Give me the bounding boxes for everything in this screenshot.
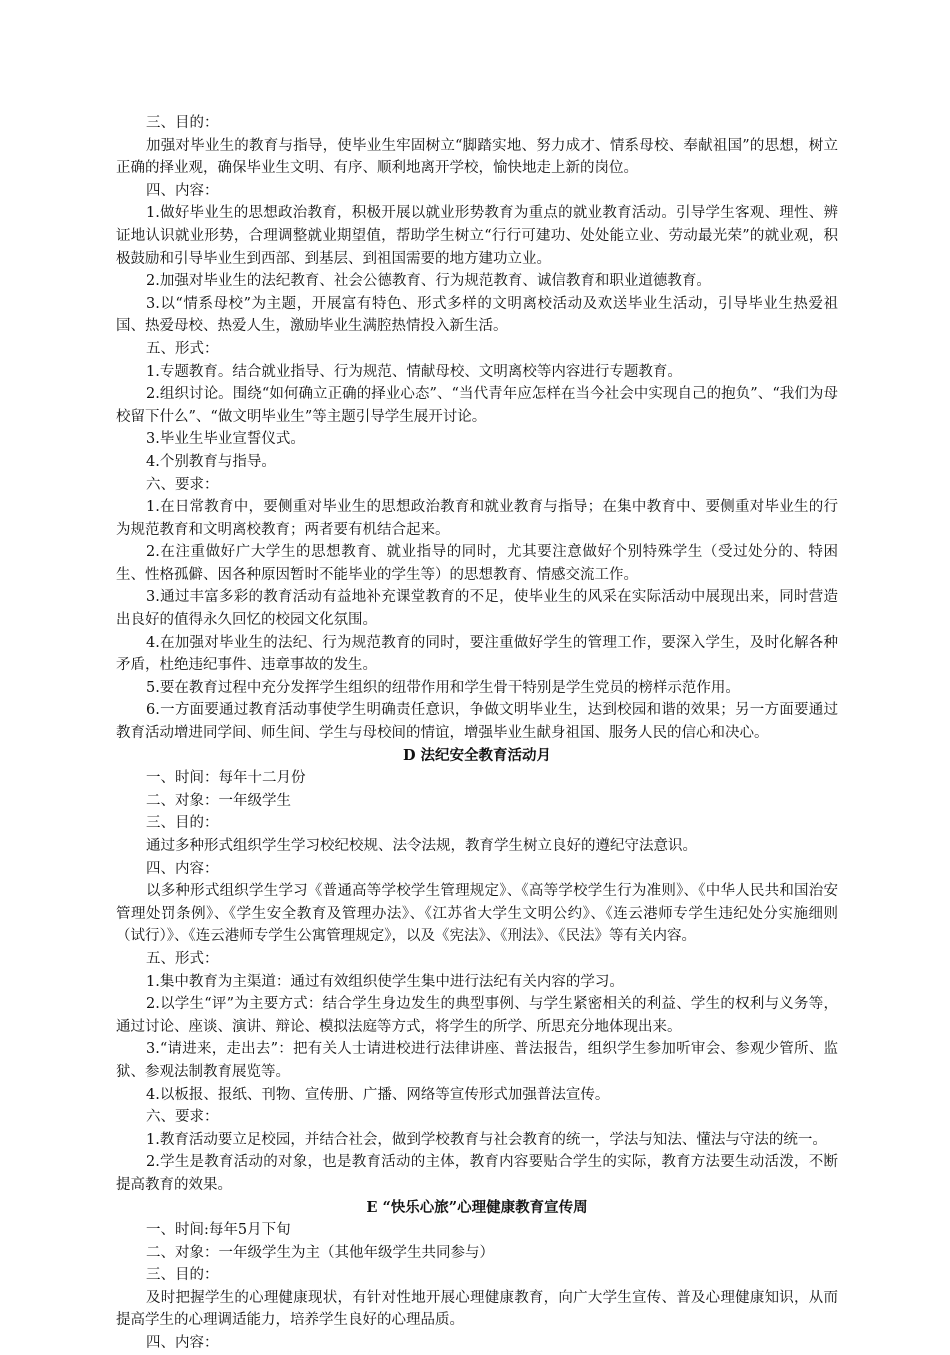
paragraph: 五、形式： bbox=[146, 950, 219, 967]
paragraph: 三、目的： bbox=[146, 1267, 219, 1284]
paragraph: 六、要求： bbox=[146, 1109, 219, 1126]
paragraph: 4.在加强对毕业生的法纪、行为规范教育的同时，要注重做好学生的管理工作，要深入学生，及时化解各种矛盾，杜绝违纪事件、违章事故的发生。 bbox=[116, 634, 838, 674]
paragraph: 以多种形式组织学生学习《普通高等学校学生管理规定》、《高等学校学生行为准则》、《中华人民共和国治安管理处罚条例》、《学生安全教育及管理办法》、《江苏省大学生文明公约》、《连云港师专学生违纪处分实施细则（试行）》、《连云港师专学生公寓管理规定》，以及《宪法》、《刑法》、《民法》等有关内容。 bbox=[116, 883, 838, 945]
paragraph: 4.个别教育与指导。 bbox=[146, 453, 276, 470]
section-heading: D 法纪安全教育活动月 bbox=[402, 746, 552, 764]
paragraph: 四、内容： bbox=[146, 860, 219, 877]
paragraph: 6.一方面要通过教育活动事使学生明确责任意识，争做文明毕业生，达到校园和谐的效果；另一方面要通过教育活动增进同学间、师生间、学生与母校间的情谊，增强毕业生献身祖国、服务人民的信心和决心。 bbox=[116, 702, 838, 742]
paragraph: 3.通过丰富多彩的教育活动有益地补充课堂教育的不足，使毕业生的风采在实际活动中展现出来，同时营造出良好的值得永久回忆的校园文化氛围。 bbox=[116, 589, 838, 629]
paragraph: 4.以板报、报纸、刊物、宣传册、广播、网络等宣传形式加强普法宣传。 bbox=[146, 1086, 610, 1103]
paragraph: 四、内容： bbox=[146, 1335, 219, 1352]
paragraph: 一、时间：每年十二月份 bbox=[146, 770, 306, 787]
paragraph: 3.毕业生毕业宣誓仪式。 bbox=[146, 431, 305, 448]
paragraph: 及时把握学生的心理健康现状，有针对性地开展心理健康教育，向广大学生宣传、普及心理健康知识，从而提高学生的心理调适能力，培养学生良好的心理品质。 bbox=[116, 1289, 838, 1329]
paragraph: 三、目的： bbox=[146, 815, 219, 832]
paragraph: 1.做好毕业生的思想政治教育，积极开展以就业形势教育为重点的就业教育活动。引导学生客观、理性、辨证地认识就业形势，合理调整就业期望值，帮助学生树立“行行可建功、处处能立业、劳动最光荣”的就业观，积极鼓励和引导毕业生到西部、到基层、到祖国需要的地方建功立业。 bbox=[116, 205, 838, 267]
paragraph: 三、目的： bbox=[146, 115, 219, 131]
paragraph: 1.教育活动要立足校园，并结合社会，做到学校教育与社会教育的统一，学法与知法、懂法与守法的统一。 bbox=[146, 1131, 827, 1148]
paragraph: 3.“请进来，走出去”：把有关人士请进校进行法律讲座、普法报告，组织学生参加听审会、参观少管所、监狱、参观法制教育展览等。 bbox=[116, 1041, 838, 1080]
paragraph: 六、要求： bbox=[146, 476, 219, 493]
section-heading: E “快乐心旅”心理健康教育宣传周 bbox=[366, 1198, 588, 1216]
paragraph: 2.在注重做好广大学生的思想教育、就业指导的同时，尤其要注意做好个别特殊学生（受过处分的、特困生、性格孤僻、因各种原因暂时不能毕业的学生等）的思想教育、情感交流工作。 bbox=[116, 544, 838, 583]
paragraph: 通过多种形式组织学生学习校纪校规、法令法规，教育学生树立良好的遵纪守法意识。 bbox=[146, 838, 697, 854]
paragraph: 二、对象：一年级学生为主（其他年级学生共同参与） bbox=[146, 1244, 494, 1261]
paragraph: 二、对象：一年级学生 bbox=[146, 792, 291, 809]
paragraph: 1.专题教育。结合就业指导、行为规范、情献母校、文明离校等内容进行专题教育。 bbox=[146, 363, 682, 380]
paragraph: 2.加强对毕业生的法纪教育、社会公德教育、行为规范教育、诚信教育和职业道德教育。 bbox=[146, 273, 711, 290]
paragraph: 2.组织讨论。围绕“如何确立正确的择业心态”、“当代青年应怎样在当今社会中实现自己的抱负”、“我们为母校留下什么”、“做文明毕业生”等主题引导学生展开讨论。 bbox=[116, 386, 838, 425]
paragraph: 1.集中教育为主渠道：通过有效组织使学生集中进行法纪有关内容的学习。 bbox=[146, 973, 624, 990]
paragraph: 加强对毕业生的教育与指导，使毕业生牢固树立“脚踏实地、努力成才、情系母校、奉献祖国”的思想，树立正确的择业观，确保毕业生文明、有序、顺利地离开学校，愉快地走上新的岗位。 bbox=[116, 137, 838, 177]
paragraph: 一、时间:每年5月下旬 bbox=[146, 1222, 291, 1239]
paragraph: 2.学生是教育活动的对象，也是教育活动的主体，教育内容要贴合学生的实际，教育方法要生动活泼，不断提高教育的效果。 bbox=[116, 1154, 838, 1193]
paragraph: 5.要在教育过程中充分发挥学生组织的纽带作用和学生骨干特别是学生党员的榜样示范作用。 bbox=[146, 679, 740, 696]
paragraph: 四、内容： bbox=[146, 182, 219, 199]
paragraph: 1.在日常教育中，要侧重对毕业生的思想政治教育和就业教育与指导；在集中教育中、要侧重对毕业生的行为规范教育和文明离校教育；两者要有机结合起来。 bbox=[116, 499, 838, 538]
paragraph: 五、形式： bbox=[146, 340, 219, 357]
paragraph: 2.以学生“评”为主要方式：结合学生身边发生的典型事例、与学生紧密相关的利益、学生的权利与义务等，通过讨论、座谈、演讲、辩论、模拟法庭等方式，将学生的所学、所思充分地体现出来。 bbox=[116, 996, 838, 1035]
paragraph: 3.以“情系母校”为主题，开展富有特色、形式多样的文明离校活动及欢送毕业生活动，引导毕业生热爱祖国、热爱母校、热爱人生，激励毕业生满腔热情投入新生活。 bbox=[116, 295, 838, 335]
